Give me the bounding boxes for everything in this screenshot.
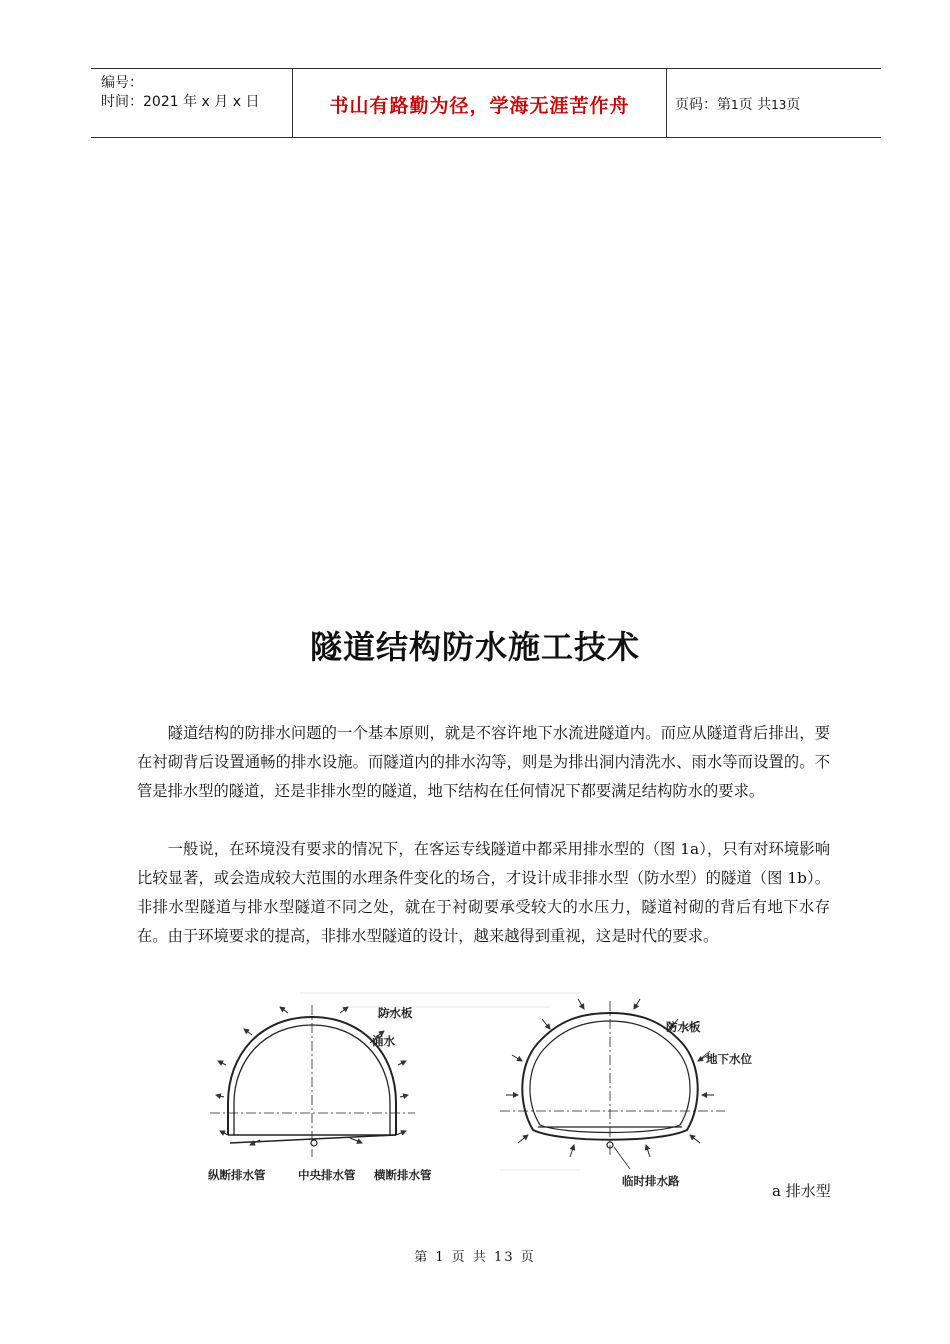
document-title: 隧道结构防水施工技术 xyxy=(309,628,640,666)
label-seepage: 涌水 xyxy=(372,1034,395,1048)
page-footer: 第 1 页 共 13 页 xyxy=(414,1250,536,1265)
paragraph-text: 隧道结构的防排水问题的一个基本原则，就是不容许地下水流进隧道内。而应从隧道背后排出，要在衬砌背后设置通畅的排水设施。而隧道内的排水沟等，则是为排出洞内清洗水、雨水等而设置的。不管是排水型的隧道，还是非排水型的隧道，地下结构在任何情况下都要满足结构防水的要求。 xyxy=(137,724,830,800)
header-motto: 书山有路勤为径，学海无涯苦作舟 xyxy=(329,95,630,117)
label-longitudinal-pipe: 纵断排水管 xyxy=(208,1168,266,1182)
label-groundwater-level: 地下水位 xyxy=(706,1052,752,1066)
header-page-info xyxy=(675,94,800,114)
page-number: 1 xyxy=(731,98,739,112)
label-transverse-pipe: 横断排水管 xyxy=(374,1168,432,1182)
page-total: 13 xyxy=(771,98,787,112)
figure-caption: a 排水型 xyxy=(772,1182,831,1200)
tunnel-diagram xyxy=(200,985,760,1190)
paragraph-1 xyxy=(137,719,830,806)
header-page-cell xyxy=(666,69,881,137)
tunnel-figure xyxy=(200,985,760,1190)
document-date: 时间：2021 年 x 月 x 日 xyxy=(101,94,260,110)
label-right-waterproof-board: 防水板 xyxy=(666,1020,701,1034)
label-central-pipe: 中央排水管 xyxy=(298,1168,356,1182)
header-motto-cell xyxy=(292,69,667,137)
page-suffix: 页 xyxy=(786,97,801,113)
left-tunnel-drawing xyxy=(210,1005,415,1157)
document-number-label: 编号： xyxy=(101,75,143,91)
page-mid: 页 共 xyxy=(738,97,772,113)
label-temporary-drain: 临时排水路 xyxy=(622,1174,680,1188)
header-meta-cell xyxy=(91,69,292,137)
paragraph-2 xyxy=(137,835,830,951)
paragraph-text: 一般说，在环境没有要求的情况下，在客运专线隧道中都采用排水型的（图 1a），只有对环境影响比较显著，或会造成较大范围的水理条件变化的场合，才设计成非排水型（防水型）的隧道（图 1b）。非排水型隧道与排水型隧道不同之处，就在于衬砌要承受较大的水压力，隧道衬砌的背后有地下水存在。由于环境要求的提高，非排水型隧道的设计，越来越得到重视，这是时代的要求。 xyxy=(137,840,830,945)
label-left-waterproof-board: 防水板 xyxy=(378,1006,413,1020)
header-table xyxy=(91,68,881,138)
page-prefix: 页码：第 xyxy=(675,97,731,113)
